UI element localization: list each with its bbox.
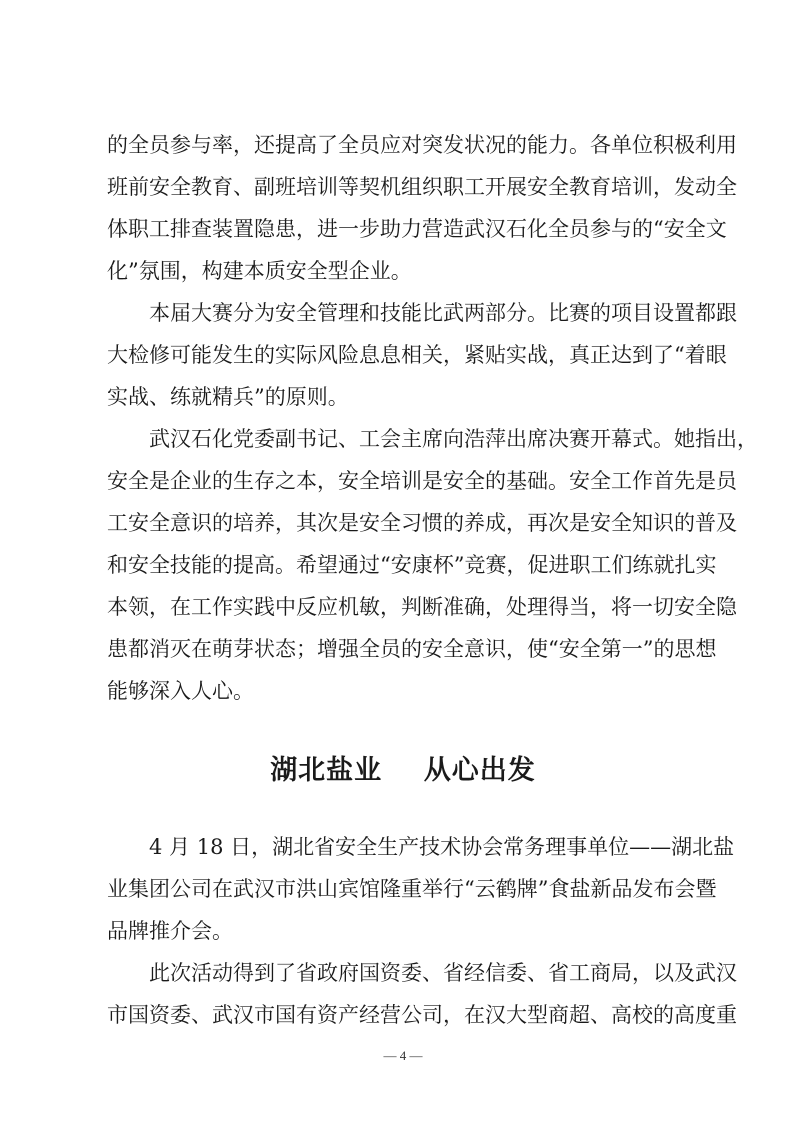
text-line: 工安全意识的培养，其次是安全习惯的养成，再次是安全知识的普及 [107,511,737,535]
text-line: 和安全技能的提高。希望通过“安康杯”竞赛，促进职工们练就扎实 [107,553,717,577]
text-line: 化”氛围，构建本质安全型企业。 [107,259,412,283]
text-line: 业集团公司在武汉市洪山宾馆隆重举行“云鹤牌”食盐新品发布会暨 [107,877,717,901]
text-line: 患都消灭在萌芽状态；增强全员的安全意识，使“安全第一”的思想 [107,637,717,661]
text-line: 实战、练就精兵”的原则。 [107,385,349,409]
text-line: 市国资委、武汉市国有资产经营公司，在汉大型商超、高校的高度重 [107,1003,737,1027]
text-line: 大检修可能发生的实际风险息息相关，紧贴实战，真正达到了“着眼 [107,343,727,367]
text-line: 体职工排查装置隐患，进一步助力营造武汉石化全员参与的“安全文 [107,217,727,241]
text-line: 安全是企业的生存之本，安全培训是安全的基础。安全工作首先是员 [107,469,737,493]
paragraph-first-line: 4 月 18 日，湖北省安全生产技术协会常务理事单位——湖北盐 [149,835,735,859]
paragraph-first-line: 武汉石化党委副书记、工会主席向浩萍出席决赛开幕式。她指出， [149,427,758,451]
text-line: 本领，在工作实践中反应机敏，判断准确，处理得当，将一切安全隐 [107,595,737,619]
text-line: 品牌推介会。 [107,919,233,943]
page-number: — 4 — [383,1048,423,1063]
text-line: 能够深入人心。 [107,679,254,703]
text-line: 班前安全教育、副班培训等契机组织职工开展安全教育培训，发动全 [107,175,737,199]
paragraph-first-line: 本届大赛分为安全管理和技能比武两部分。比赛的项目设置都跟 [149,301,737,325]
section-heading: 湖北盐业 从心出发 [270,755,536,786]
paragraph-first-line: 此次活动得到了省政府国资委、省经信委、省工商局，以及武汉 [149,961,737,985]
text-line: 的全员参与率，还提高了全员应对突发状况的能力。各单位积极利用 [107,133,737,157]
